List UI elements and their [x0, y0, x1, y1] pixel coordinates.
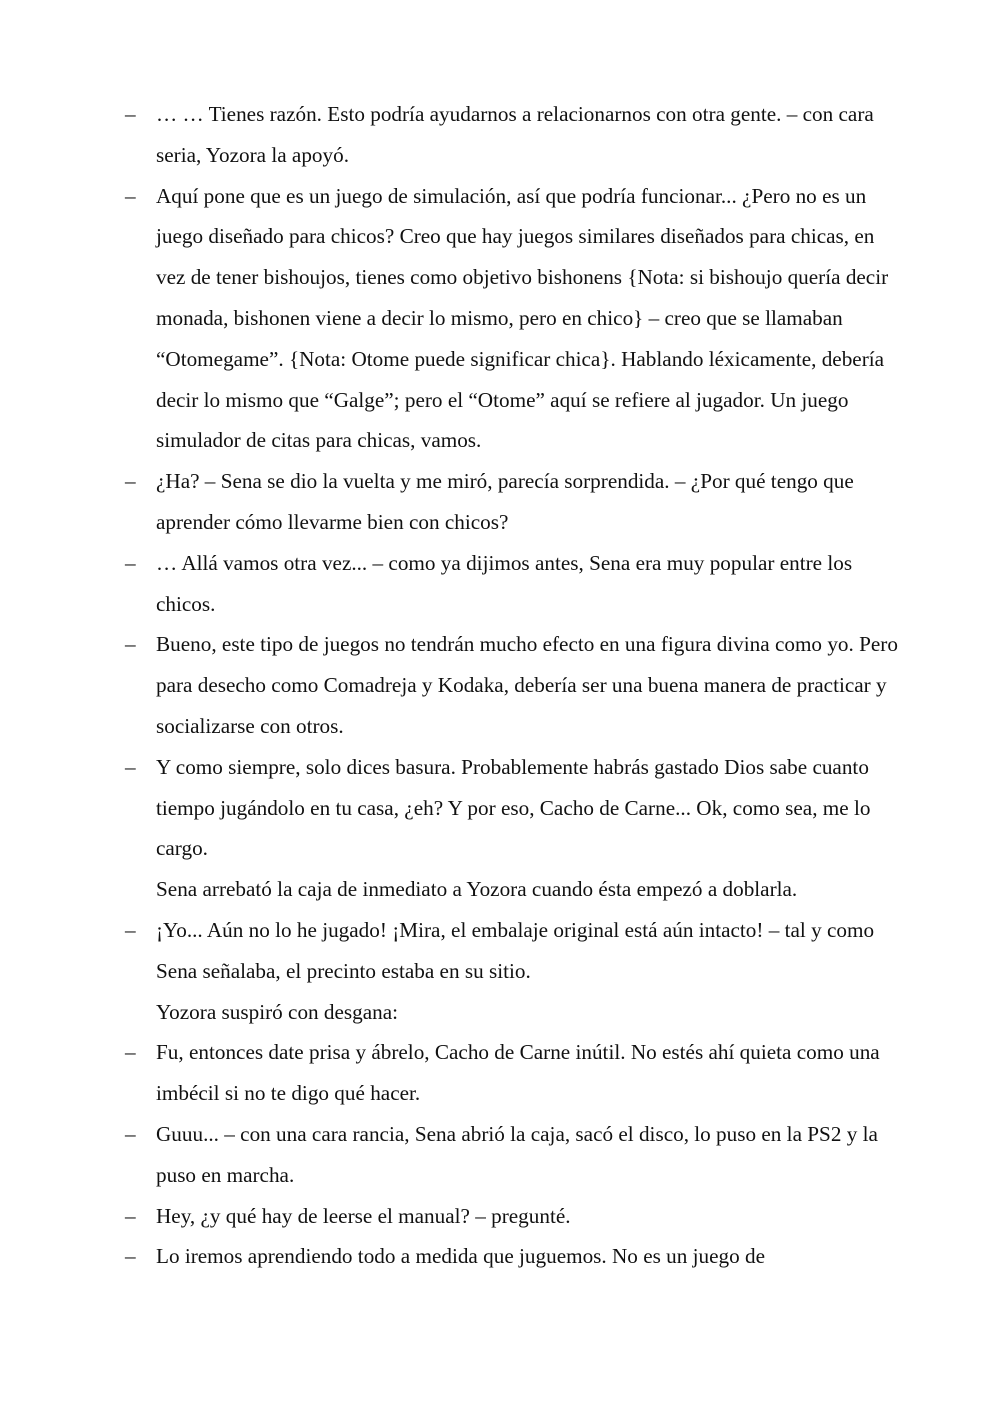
dialogue-line [125, 461, 901, 543]
paragraph-text: Y como siempre, solo dices basura. Probablemente habrás gastado Dios sabe cuanto tiempo jugándolo en tu casa, ¿eh? Y por eso, Cacho de Carne... Ok, como sea, me lo cargo. [156, 754, 871, 861]
dialogue-line [125, 1114, 901, 1196]
paragraph-text: … … Tienes razón. Esto podría ayudarnos a relacionarnos con otra gente. – con cara seria, Yozora la apoyó. [156, 102, 874, 167]
narration-line [156, 992, 901, 1033]
paragraph-text: Fu, entonces date prisa y ábrelo, Cacho de Carne inútil. No estés ahí quieta como una imbécil si no te digo qué hacer. [156, 1040, 880, 1106]
dialogue-line [125, 910, 901, 992]
document-body [125, 94, 901, 1277]
dialogue-dash: – [125, 1121, 136, 1146]
dialogue-line [125, 1236, 901, 1277]
paragraph-text: … Allá vamos otra vez... – como ya dijimos antes, Sena era muy popular entre los chicos. [156, 550, 853, 616]
dialogue-dash: – [125, 183, 136, 208]
paragraph-text: Hey, ¿y qué hay de leerse el manual? – pregunté. [156, 1203, 571, 1228]
paragraph-text: Aquí pone que es un juego de simulación, así que podría funcionar... ¿Pero no es un juego diseñado para chicos? Creo que hay juegos similares diseñados para chicas, en vez de tener bishoujos, tienes como objetivo bishonens {Nota: si bishoujo quería decir monada, bishonen viene a decir lo mismo, pero en chico} – creo que se llamaban “Otomegame”. {Nota: Otome puede significar chica}. Hablando léxicamente, debería decir lo mismo que “Galge”; pero el “Otome” aquí se refiere al jugador. Un juego simulador de citas para chicas, vamos. [156, 183, 889, 453]
paragraph-text: Bueno, este tipo de juegos no tendrán mucho efecto en una figura divina como yo. Pero para desecho como Comadreja y Kodaka, debería ser una buena manera de practicar y socializarse con otros. [156, 632, 898, 738]
dialogue-dash: – [125, 469, 136, 494]
dialogue-dash: – [125, 1040, 136, 1065]
dialogue-dash: – [125, 550, 136, 575]
paragraph-text: ¿Ha? – Sena se dio la vuelta y me miró, parecía sorprendida. – ¿Por qué tengo que aprender cómo llevarme bien con chicos? [156, 469, 854, 534]
dialogue-line [125, 1196, 901, 1237]
paragraph-text: ¡Yo... Aún no lo he jugado! ¡Mira, el embalaje original está aún intacto! – tal y como Sena señalaba, el precinto estaba en su sitio. [156, 917, 875, 983]
dialogue-line [125, 176, 901, 462]
paragraph-text: Guuu... – con una cara rancia, Sena abrió la caja, sacó el disco, lo puso en la PS2 y la puso en marcha. [156, 1121, 878, 1187]
dialogue-line [125, 624, 901, 746]
paragraph-text: Yozora suspiró con desgana: [156, 999, 399, 1024]
dialogue-line [125, 94, 901, 176]
dialogue-dash: – [125, 1244, 136, 1269]
dialogue-dash: – [125, 102, 136, 126]
paragraph-text: Sena arrebató la caja de inmediato a Yozora cuando ésta empezó a doblarla. [156, 877, 798, 902]
narration-line [156, 869, 901, 910]
dialogue-line [125, 747, 901, 869]
dialogue-line [125, 543, 901, 625]
dialogue-dash: – [125, 1203, 136, 1228]
dialogue-dash: – [125, 754, 136, 779]
paragraph-text: Lo iremos aprendiendo todo a medida que juguemos. No es un juego de [156, 1244, 765, 1269]
dialogue-line [125, 1032, 901, 1114]
dialogue-dash: – [125, 917, 136, 942]
dialogue-dash: – [125, 632, 136, 657]
